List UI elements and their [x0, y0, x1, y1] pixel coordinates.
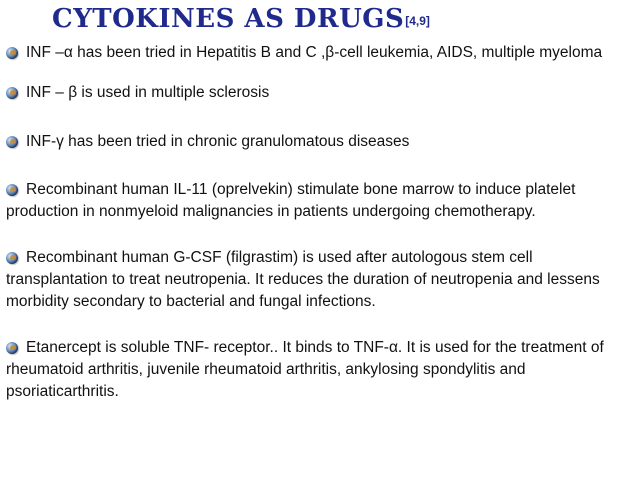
bullet-text: INF – β is used in multiple sclerosis — [26, 84, 270, 101]
bullet-item — [6, 42, 632, 64]
bullet-text: INF-γ has been tried in chronic granulomatous diseases — [26, 133, 410, 150]
globe-bullet-icon — [6, 136, 18, 148]
globe-bullet-icon — [6, 184, 18, 196]
slide-title-row — [52, 4, 430, 44]
globe-bullet-icon — [6, 47, 18, 59]
bullet-item — [6, 131, 632, 153]
bullet-text: Recombinant human G-CSF (filgrastim) is used after autologous stem cell transplantation to treat neutropenia. It reduces the duration of neutropenia and lessens morbidity secondary to bacterial and fungal infections. — [6, 249, 600, 310]
bullet-item — [6, 82, 632, 104]
bullet-text: Recombinant human IL-11 (oprelvekin) stimulate bone marrow to induce platelet production in nonmyeloid malignancies in patients undergoing chemotherapy. — [6, 181, 576, 220]
globe-bullet-icon — [6, 252, 18, 264]
bullet-item — [6, 337, 632, 403]
title-reference: [4,9] — [405, 14, 430, 28]
globe-bullet-icon — [6, 342, 18, 354]
bullet-item — [6, 247, 632, 313]
bullet-text: Etanercept is soluble TNF- receptor.. It binds to TNF-α. It is used for the treatment of rheumatoid arthritis, juvenile rheumatoid arthritis, ankylosing spondylitis and psoriaticarthritis. — [6, 339, 604, 400]
bullet-item — [6, 179, 632, 223]
globe-bullet-icon — [6, 87, 18, 99]
bullet-list — [6, 42, 632, 403]
bullet-text: INF –α has been tried in Hepatitis B and C ,β-cell leukemia, AIDS, multiple myeloma — [26, 44, 603, 61]
slide-title: CYTOKINES AS DRUGS — [52, 4, 405, 34]
